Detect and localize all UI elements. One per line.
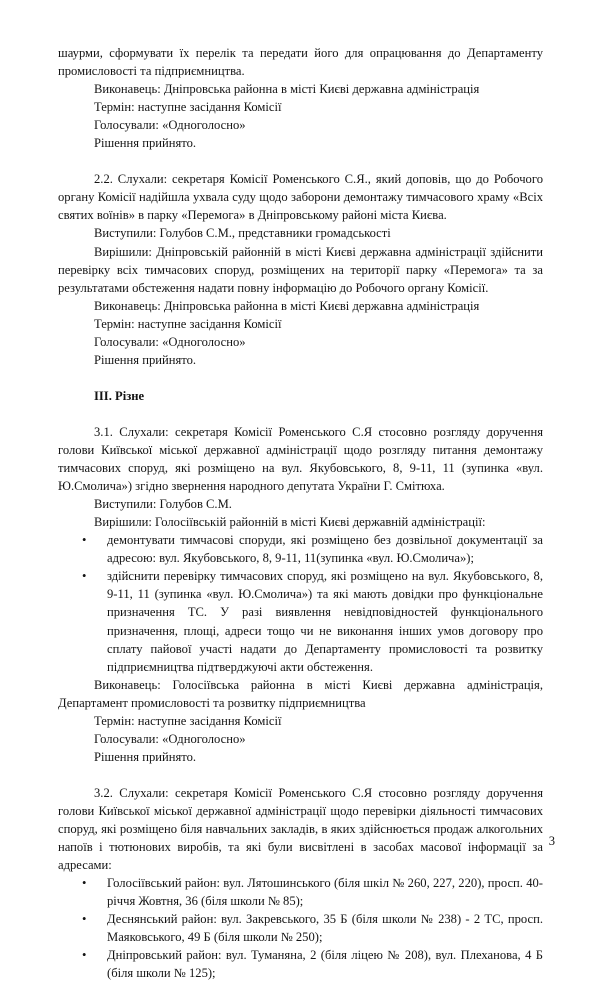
item-3-1-executor: Виконавець: Голосіївська районна в місті Києві державна адміністрація, Департамент промисловості та розвитку підприємництва <box>58 677 543 710</box>
spacer <box>58 152 543 170</box>
section-heading-iii: III. Різне <box>94 388 145 403</box>
bullet-icon: • <box>82 876 87 891</box>
list-item-text: здійснити перевірку тимчасових споруд, які розміщено на вул. Якубовського, 8, 9-11, 11 (зупинка «вул. Ю.Смолича») та які мають довідки про функціональне призначення ТС. У разі виявлення невідповідностей функціонального призначення, площі, адреси тощо чи не виконання інших умов договору про сплату пайової участі надати до Департаменту промисловості та розвитку підприємництва підтверджуючі акти обстеження. <box>107 569 543 674</box>
spacer <box>58 405 543 423</box>
item-2-2-voted: Голосували: «Одноголосно» <box>94 118 246 133</box>
list-item-text: демонтувати тимчасові споруди, які розміщено без дозвільної документації за адресою: вул. Якубовського, 8, 9-11, 11(зупинка «вул. Ю.Смолича»); <box>107 533 543 566</box>
item-2-2-term: Термін: наступне засідання Комісії <box>94 100 282 115</box>
spacer <box>58 369 543 387</box>
document-body <box>58 44 543 982</box>
item-3-1-bullet-list <box>58 531 543 675</box>
item-2-2-voted-2: Голосували: «Одноголосно» <box>94 334 246 349</box>
list-item <box>58 910 543 946</box>
item-3-1-voted: Голосували: «Одноголосно» <box>94 731 246 746</box>
item-2-2-spoke: Виступили: Голубов С.М., представники громадськості <box>94 226 391 241</box>
item-3-1-resolution: Рішення прийнято. <box>94 749 197 764</box>
list-item <box>58 946 543 982</box>
item-3-1-spoke: Виступили: Голубов С.М. <box>94 497 232 512</box>
list-item <box>58 567 543 675</box>
bullet-icon: • <box>82 948 87 963</box>
item-2-2-resolution-2: Рішення прийнято. <box>94 352 197 367</box>
list-item <box>58 874 543 910</box>
item-2-2-resolution: Рішення прийнято. <box>94 136 197 151</box>
continued-paragraph: шаурми, сформувати їх перелік та передати його для опрацювання до Департаменту промисловості та підприємництва. <box>58 46 543 79</box>
item-2-2-decided: Вирішили: Дніпровській районній в місті Києві державна адміністрації здійснити перевірку всіх тимчасових споруд, розміщених на території парку «Перемога» та за результатами обстеження надати повну інформацію до Робочого органу Комісії. <box>58 244 543 295</box>
item-2-2-heard: 2.2. Слухали: секретаря Комісії Роменського С.Я., який доповів, що до Робочого органу Комісії надійшла ухвала суду щодо заборони демонтажу тимчасового храму «Всіх святих воїнів» в парку «Перемога» в Дніпровському районі міста Києва. <box>58 172 543 223</box>
spacer <box>58 766 543 784</box>
list-item-text: Голосіївський район: вул. Лятошинського (біля шкіл № 260, 227, 220), просп. 40-річчя Жовтня, 36 (біля школи № 85); <box>107 876 543 909</box>
item-2-2-executor: Виконавець: Дніпровська районна в місті Києві державна адміністрація <box>94 82 480 97</box>
item-2-2-executor-2: Виконавець: Дніпровська районна в місті Києві державна адміністрація <box>94 298 480 313</box>
item-3-1-term: Термін: наступне засідання Комісії <box>94 713 282 728</box>
list-item <box>58 531 543 567</box>
list-item-text: Дніпровський район: вул. Туманяна, 2 (біля ліцею № 208), вул. Плеханова, 4 Б (біля школи № 125); <box>107 948 543 981</box>
bullet-icon: • <box>82 533 87 548</box>
item-2-2-term-2: Термін: наступне засідання Комісії <box>94 316 282 331</box>
item-3-1-decided: Вирішили: Голосіївській районній в місті Києві державній адміністрації: <box>94 515 486 530</box>
list-item-text: Деснянський район: вул. Закревського, 35 Б (біля школи № 238) - 2 ТС, просп. Маяковського, 49 Б (біля школи № 250); <box>107 912 543 945</box>
item-3-2-heard: 3.2. Слухали: секретаря Комісії Роменського С.Я стосовно розгляду доручення голови Київської міської державної адміністрації щодо перевірки діяльності тимчасових споруд, які розміщено біля навчальних закладів, в яких здійснюється продаж алкогольних напоїв і тютюнових виробів, та які були висвітлені в засобах масової інформації за адресами: <box>58 785 543 873</box>
bullet-icon: • <box>82 569 87 584</box>
item-3-1-heard: 3.1. Слухали: секретаря Комісії Роменського С.Я стосовно розгляду доручення голови Київської міської державної адміністрації щодо розгляду питання демонтажу тимчасових споруд, які розміщено на вул. Якубовського, 8, 9-11, 11 (зупинка «вул. Ю.Смолича») згідно звернення народного депутата України Г. Смітюха. <box>58 424 543 494</box>
bullet-icon: • <box>82 912 87 927</box>
item-3-2-bullet-list <box>58 874 543 982</box>
page-number: 3 <box>548 834 555 849</box>
